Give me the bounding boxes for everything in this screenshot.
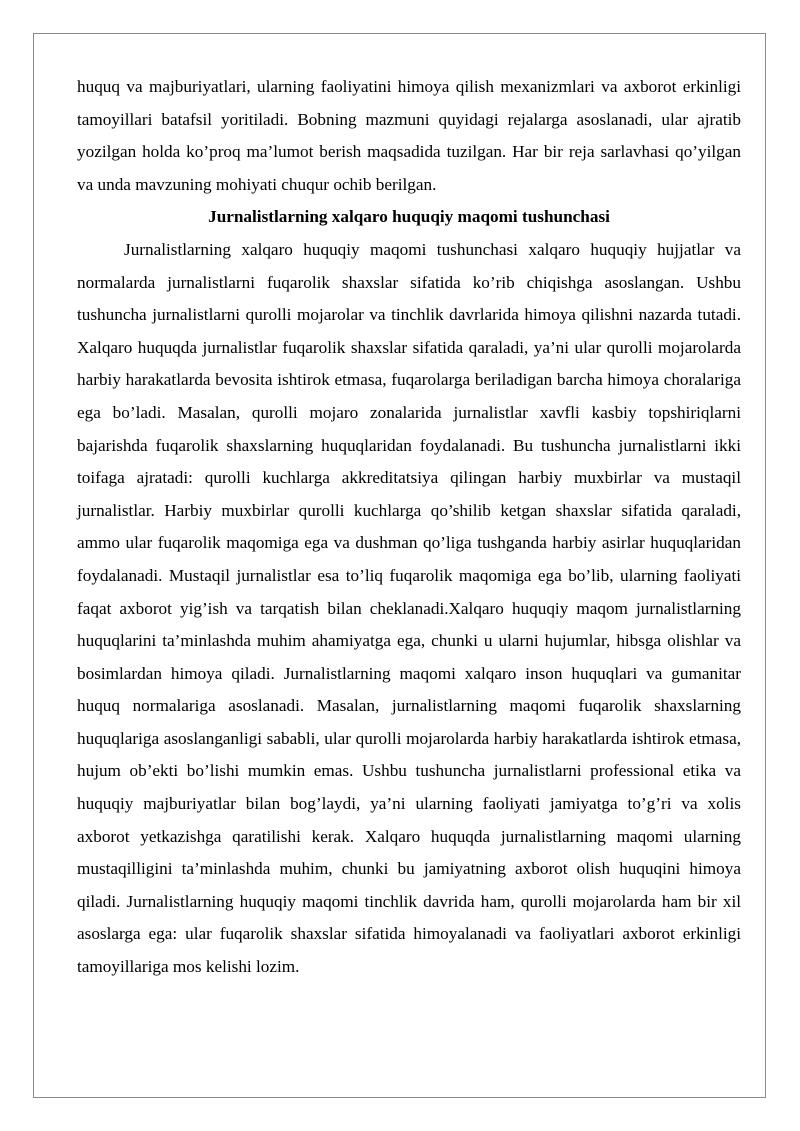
intro-paragraph: huquq va majburiyatlari, ularning faoliyatini himoya qilish mexanizmlari va axborot erkinligi tamoyillari batafsil yoritiladi. Bobning mazmuni quyidagi rejalarga asoslanadi, ular ajratib yozilgan holda ko’proq ma’lumot berish maqsadida tuzilgan. Har bir reja sarlavhasi qo’yilgan va unda mavzuning mohiyati chuqur ochib berilgan. <box>77 77 741 194</box>
body-paragraph: Jurnalistlarning xalqaro huquqiy maqomi tushunchasi xalqaro huquqiy hujjatlar va normalarda jurnalistlarni fuqarolik shaxslar sifatida ko’rib chiqishga asoslangan. Ushbu tushuncha jurnalistlarni qurolli mojarolar va tinchlik davrlarida himoya qilishni nazarda tutadi. Xalqaro huquqda jurnalistlar fuqarolik shaxslar sifatida qaraladi, ya’ni ular qurolli mojarolarda harbiy harakatlarda bevosita ishtirok etmasa, fuqarolarga beriladigan barcha himoya choralariga ega bo’ladi. Masalan, qurolli mojaro zonalarida jurnalistlar xavfli kasbiy topshiriqlarni bajarishda fuqarolik shaxslarning huquqlaridan foydalanadi. Bu tushuncha jurnalistlarni ikki toifaga ajratadi: qurolli kuchlarga akkreditatsiya qilingan harbiy muxbirlar va mustaqil jurnalistlar. Harbiy muxbirlar qurolli kuchlarga qo’shilib ketgan shaxslar sifatida qaraladi, ammo ular fuqarolik maqomiga ega va dushman qo’liga tushganda harbiy asirlar huquqlaridan foydalanadi. Mustaqil jurnalistlar esa to’liq fuqarolik maqomiga ega bo’lib, ularning faoliyati faqat axborot yig’ish va tarqatish bilan cheklanadi.Xalqaro huquqiy maqom jurnalistlarning huquqlarini ta’minlashda muhim ahamiyatga ega, chunki u ularni hujumlar, hibsga olishlar va bosimlardan himoya qiladi. Jurnalistlarning maqomi xalqaro inson huquqlari va gumanitar huquq normalariga asoslanadi. Masalan, jurnalistlarning maqomi fuqarolik shaxslarning huquqlariga asoslanganligi sababli, ular qurolli mojarolarda harbiy harakatlarda ishtirok etmasa, hujum ob’ekti bo’lishi mumkin emas. Ushbu tushuncha jurnalistlarni professional etika va huquqiy majburiyatlar bilan bog’laydi, ya’ni ularning faoliyati jamiyatga to’g’ri va xolis axborot yetkazishga qaratilishi kerak. Xalqaro huquqda jurnalistlarning maqomi ularning mustaqilligini ta’minlashda muhim, chunki bu jamiyatning axborot olish huquqini himoya qiladi. Jurnalistlarning huquqiy maqomi tinchlik davrida ham, qurolli mojarolarda ham bir xil asoslarga ega: ular fuqarolik shaxslar sifatida himoyalanadi va faoliyatlari axborot erkinligi tamoyillariga mos kelishi lozim. <box>77 239 741 977</box>
section-heading: Jurnalistlarning xalqaro huquqiy maqomi tushunchasi <box>208 207 610 227</box>
document-body <box>77 71 741 984</box>
